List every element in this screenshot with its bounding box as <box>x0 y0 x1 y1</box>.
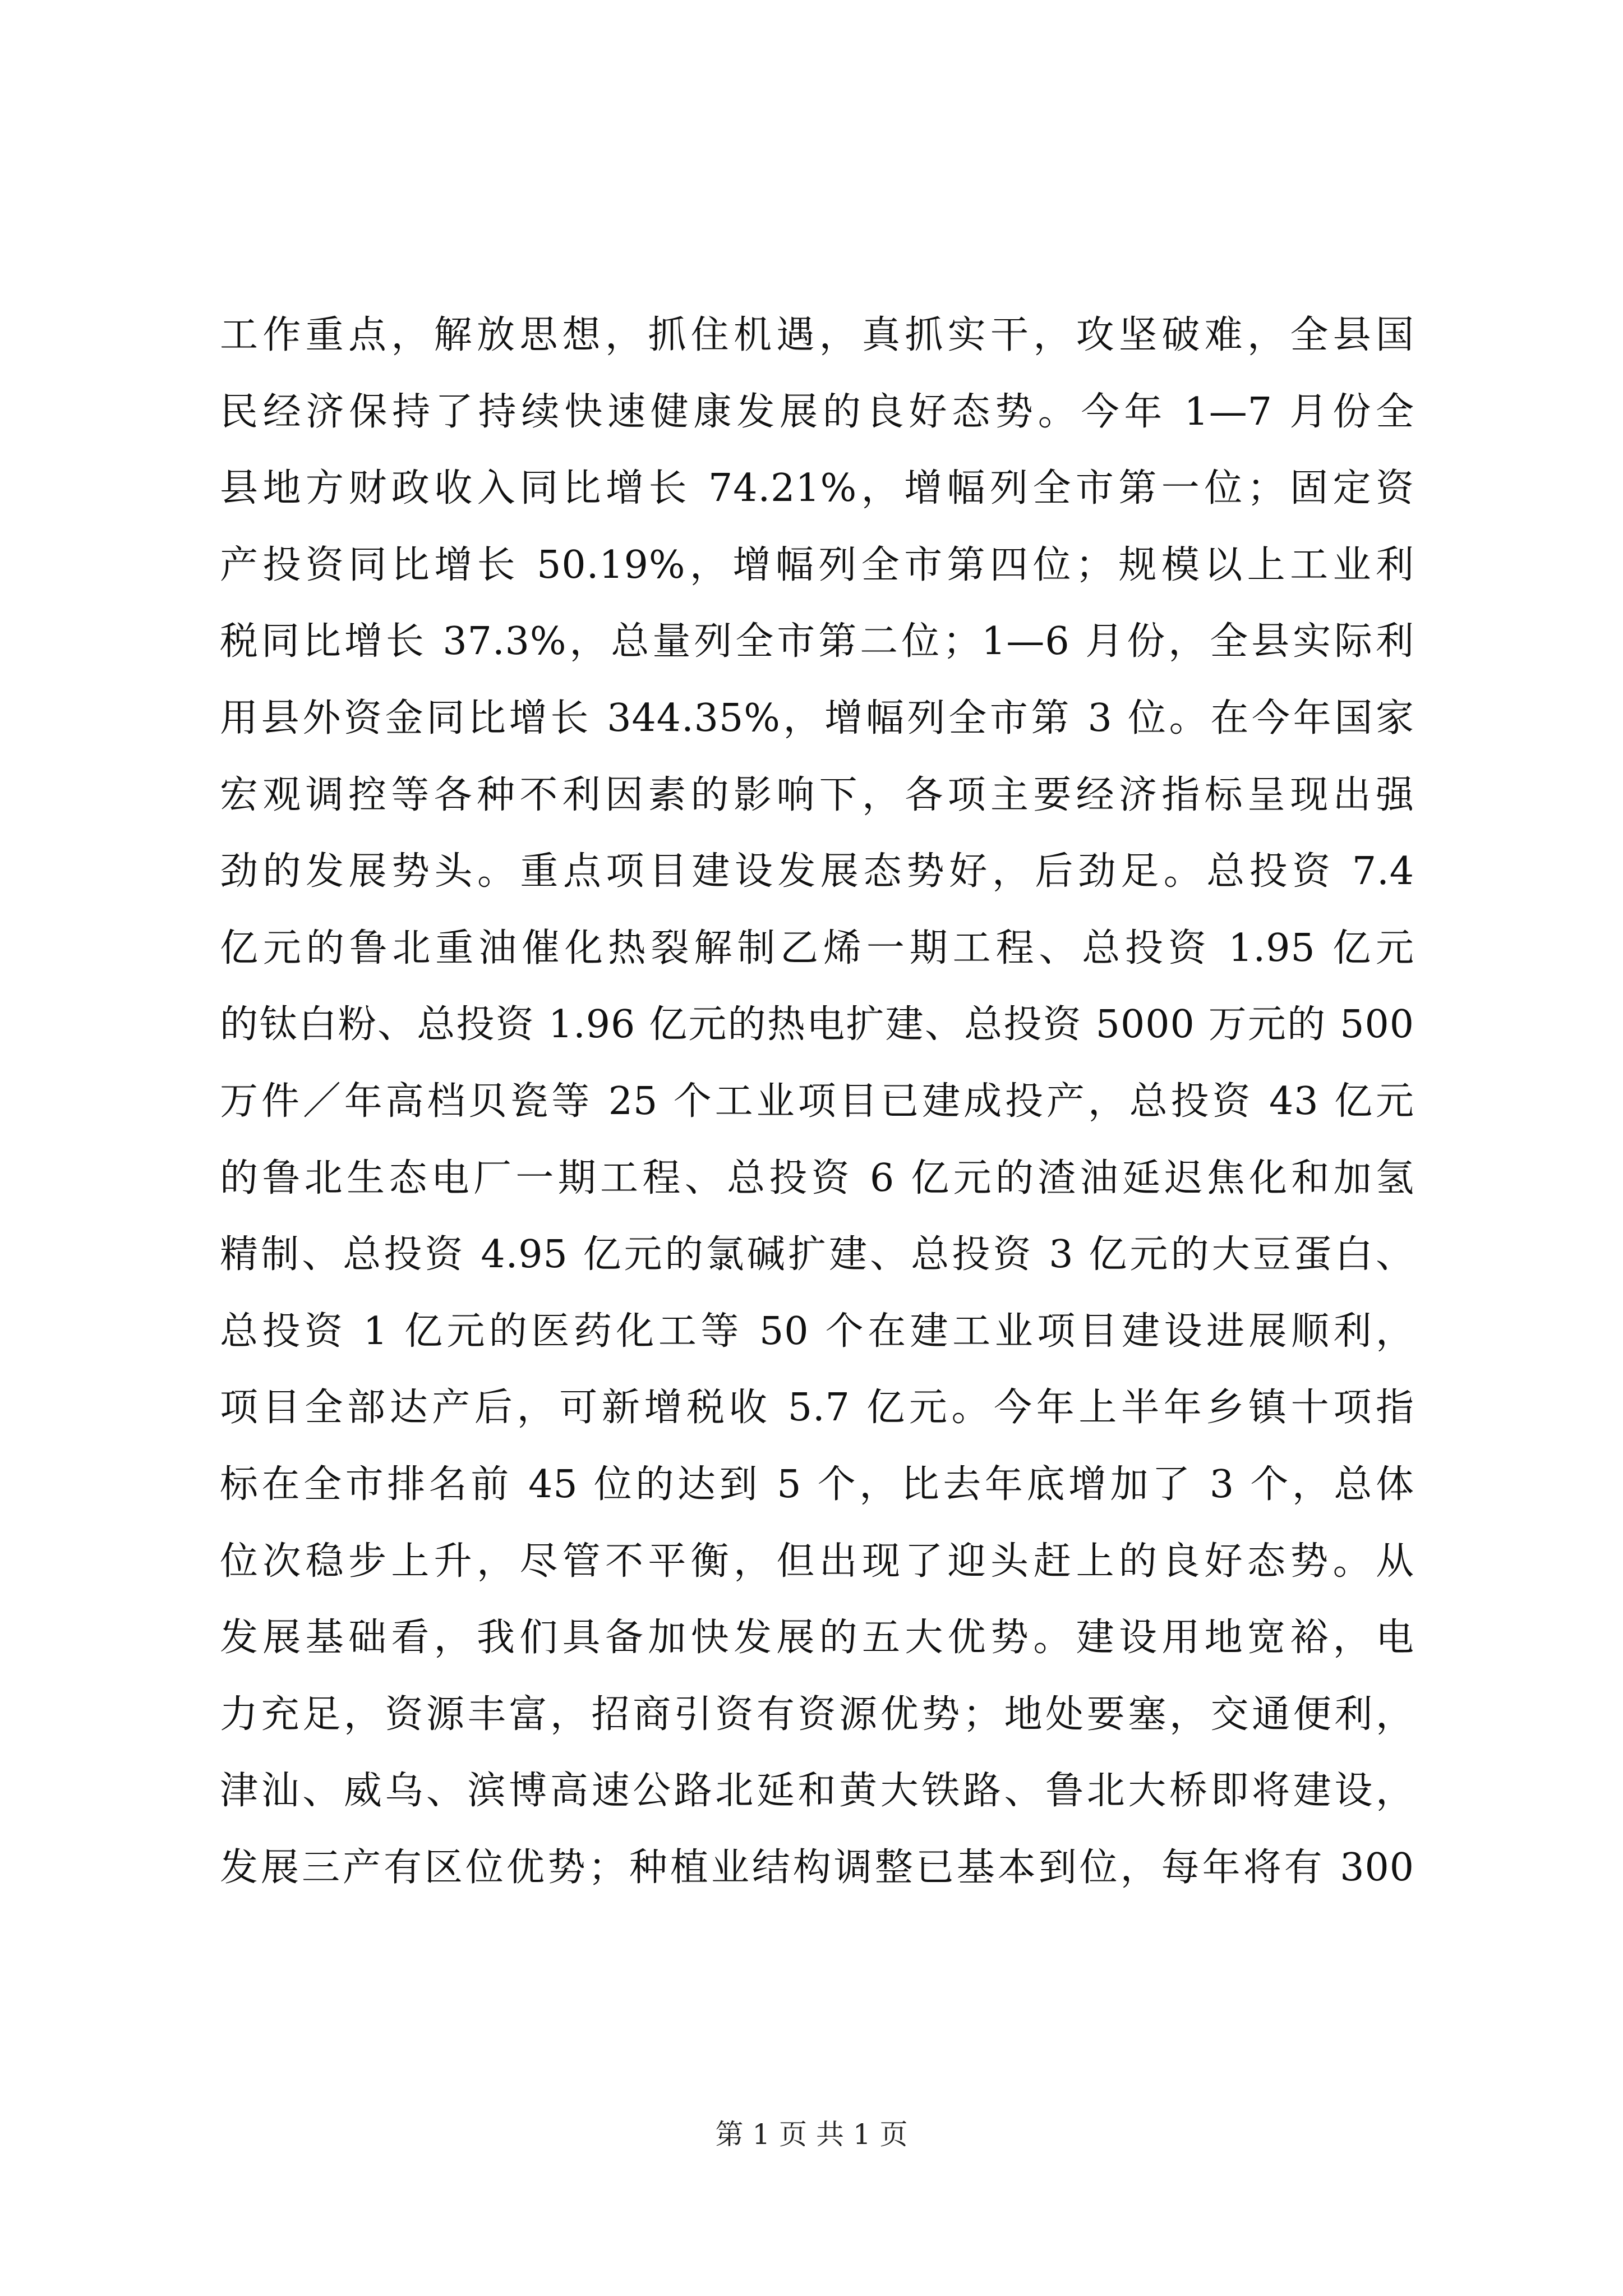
text-line: 发展三产有区位优势；种植业结构调整已基本到位，每年将有 300 <box>220 1845 1414 1890</box>
text-line: 民经济保持了持续快速健康发展的良好态势。今年 1—7 月份全 <box>220 389 1414 434</box>
text-line: 津汕、威乌、滨博高速公路北延和黄大铁路、鲁北大桥即将建设， <box>220 1769 1414 1814</box>
text-line: 亿元的鲁北重油催化热裂解制乙烯一期工程、总投资 1.95 亿元 <box>220 926 1414 970</box>
text-line: 精制、总投资 4.95 亿元的氯碱扩建、总投资 3 亿元的大豆蛋白、 <box>220 1232 1414 1277</box>
text-line: 工作重点，解放思想，抓住机遇，真抓实干，攻坚破难，全县国 <box>220 313 1414 357</box>
text-line: 总投资 1 亿元的医药化工等 50 个在建工业项目建设进展顺利， <box>220 1309 1414 1354</box>
text-line: 产投资同比增长 50.19%，增幅列全市第四位；规模以上工业利 <box>220 542 1414 587</box>
text-line: 万件／年高档贝瓷等 25 个工业项目已建成投产，总投资 43 亿元 <box>220 1079 1414 1124</box>
text-line: 税同比增长 37.3%，总量列全市第二位；1—6 月份，全县实际利 <box>220 619 1414 664</box>
text-line: 标在全市排名前 45 位的达到 5 个，比去年底增加了 3 个，总体 <box>220 1462 1414 1507</box>
text-line: 县地方财政收入同比增长 74.21%，增幅列全市第一位；固定资 <box>220 466 1414 511</box>
text-line: 位次稳步上升，尽管不平衡，但出现了迎头赶上的良好态势。从 <box>220 1539 1414 1584</box>
text-line: 宏观调控等各种不利因素的影响下，各项主要经济指标呈现出强 <box>220 772 1414 817</box>
text-line: 用县外资金同比增长 344.35%，增幅列全市第 3 位。在今年国家 <box>220 696 1414 740</box>
text-line: 发展基础看，我们具备加快发展的五大优势。建设用地宽裕，电 <box>220 1616 1414 1660</box>
body-text <box>220 297 1414 1906</box>
text-line: 的钛白粉、总投资 1.96 亿元的热电扩建、总投资 5000 万元的 500 <box>220 1002 1414 1047</box>
text-line: 项目全部达产后，可新增税收 5.7 亿元。今年上半年乡镇十项指 <box>220 1386 1414 1430</box>
text-line: 劲的发展势头。重点项目建设发展态势好，后劲足。总投资 7.4 <box>220 849 1414 894</box>
text-line: 力充足，资源丰富，招商引资有资源优势；地处要塞，交通便利， <box>220 1692 1414 1737</box>
text-line: 的鲁北生态电厂一期工程、总投资 6 亿元的渣油延迟焦化和加氢 <box>220 1156 1414 1200</box>
page-number-footer: 第 1 页 共 1 页 <box>715 2118 908 2151</box>
